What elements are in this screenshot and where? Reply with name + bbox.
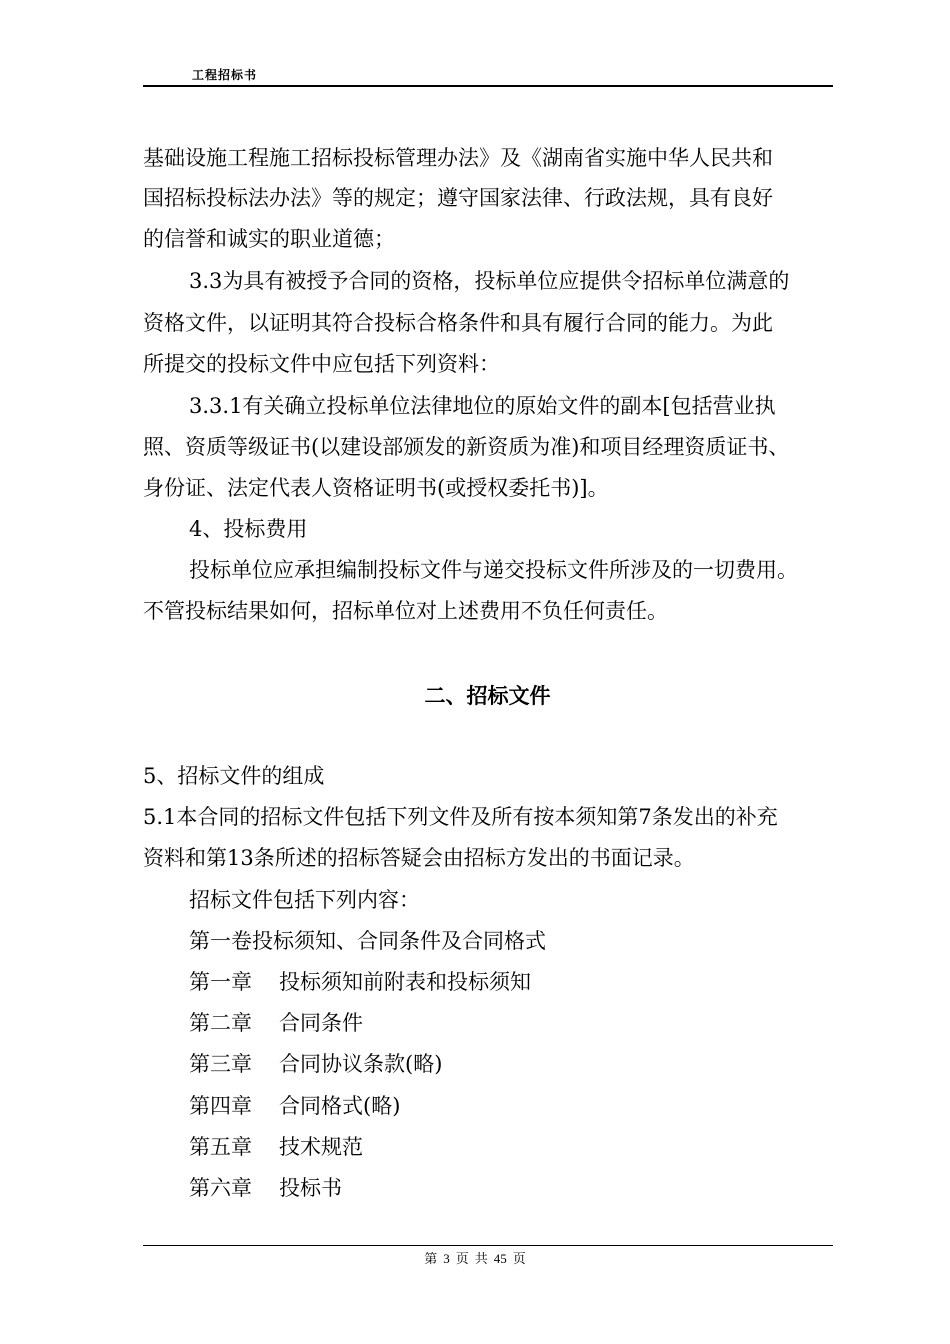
current-page: 3 bbox=[443, 1251, 450, 1266]
text-line: 所提交的投标文件中应包括下列资料： bbox=[143, 352, 500, 376]
chapter-item bbox=[189, 1174, 342, 1202]
chapter-number: 第三章 bbox=[189, 1052, 252, 1076]
text-line: 5.1本合同的招标文件包括下列文件及所有按本须知第7条发出的补充 bbox=[143, 805, 778, 829]
chapter-number: 第六章 bbox=[189, 1176, 252, 1200]
footer-word: 页 bbox=[455, 1251, 469, 1266]
header-rule bbox=[143, 85, 833, 87]
chapter-number: 第五章 bbox=[189, 1135, 252, 1159]
footer-word: 第 bbox=[424, 1251, 438, 1266]
text-line: 基础设施工程施工招标投标管理办法》及《湖南省实施中华人民共和 bbox=[143, 146, 773, 170]
chapter-item bbox=[189, 968, 531, 996]
text-line: 资料和第13条所述的招标答疑会由招标方发出的书面记录。 bbox=[143, 846, 695, 870]
text-line: 招标文件包括下列内容： bbox=[189, 888, 420, 912]
page-footer bbox=[0, 1248, 950, 1267]
chapter-number: 第二章 bbox=[189, 1011, 252, 1035]
total-pages: 45 bbox=[493, 1251, 507, 1266]
text-line: 3.3.1有关确立投标单位法律地位的原始文件的副本[包括营业执 bbox=[189, 394, 776, 418]
running-header: 工程招标书 bbox=[192, 68, 258, 82]
chapter-title: 投标书 bbox=[279, 1176, 342, 1200]
text-line: 照、资质等级证书(以建设部颁发的新资质为准)和项目经理资质证书、 bbox=[143, 435, 790, 459]
text-line: 不管投标结果如何，招标单位对上述费用不负任何责任。 bbox=[143, 599, 668, 623]
chapter-title: 合同格式(略) bbox=[279, 1094, 401, 1118]
chapter-title: 合同协议条款(略) bbox=[279, 1052, 443, 1076]
text-line: 3.3为具有被授予合同的资格，投标单位应提供令招标单位满意的 bbox=[189, 269, 790, 293]
text-line: 的信誉和诚实的职业道德； bbox=[143, 227, 395, 251]
text-line: 身份证、法定代表人资格证明书(或授权委托书)]。 bbox=[143, 476, 609, 500]
footer-rule bbox=[143, 1245, 833, 1246]
chapter-title: 投标须知前附表和投标须知 bbox=[279, 970, 531, 994]
text-line: 资格文件，以证明其符合投标合格条件和具有履行合同的能力。为此 bbox=[143, 311, 773, 335]
chapter-title: 合同条件 bbox=[279, 1011, 363, 1035]
chapter-number: 第一章 bbox=[189, 970, 252, 994]
chapter-number: 第四章 bbox=[189, 1094, 252, 1118]
text-line: 投标单位应承担编制投标文件与递交投标文件所涉及的一切费用。 bbox=[189, 558, 798, 582]
footer-word: 共 bbox=[474, 1251, 488, 1266]
text-line: 第一卷投标须知、合同条件及合同格式 bbox=[189, 929, 546, 953]
text-line: 国招标投标法办法》等的规定；遵守国家法律、行政法规，具有良好 bbox=[143, 186, 773, 210]
chapter-item bbox=[189, 1092, 400, 1120]
chapter-item bbox=[189, 1133, 363, 1161]
footer-word: 页 bbox=[512, 1251, 526, 1266]
chapter-item bbox=[189, 1050, 442, 1078]
chapter-item bbox=[189, 1009, 363, 1037]
text-line: 4、投标费用 bbox=[189, 517, 308, 541]
chapter-title: 技术规范 bbox=[279, 1135, 363, 1159]
text-line: 5、招标文件的组成 bbox=[143, 764, 325, 788]
section-heading: 二、招标文件 bbox=[424, 684, 551, 708]
